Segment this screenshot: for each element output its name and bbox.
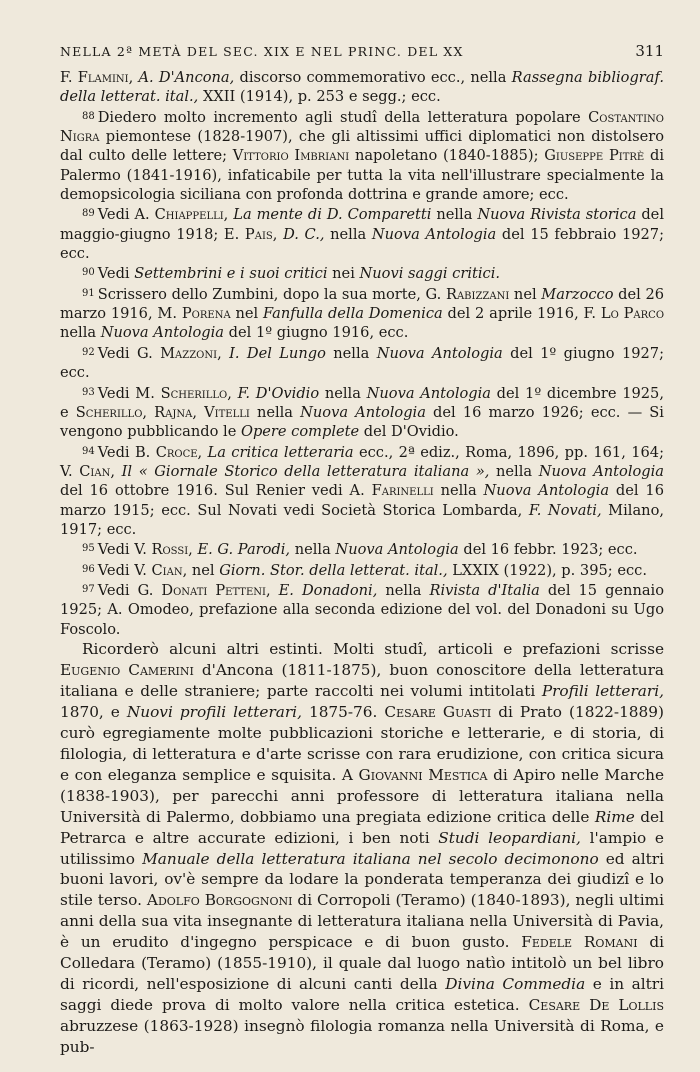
text-run: nella	[60, 324, 101, 342]
running-header	[60, 42, 664, 68]
footnote-n93	[60, 383, 664, 442]
footnote-n91	[60, 284, 664, 343]
text-run: nella	[433, 482, 484, 500]
footnote-cont	[60, 68, 664, 107]
italic-title: Profili letterari,	[541, 681, 664, 700]
text-run: Vedi V.	[97, 561, 152, 579]
text-run: del 16 marzo 1915; ecc. Sul Novati vedi Società Storica Lombarda,	[60, 482, 665, 519]
footnote-number: 96	[82, 563, 95, 575]
footnote-number: 89	[82, 208, 95, 220]
text-run: del 1º dicembre 1925, e	[60, 384, 664, 421]
text-run: del maggio-giugno 1918; E.	[60, 206, 664, 243]
text-run: nella	[319, 384, 367, 402]
paragraph-p1	[60, 639, 664, 1058]
footnote-number: 93	[82, 386, 95, 398]
italic-title: Fanfulla della Domenica	[263, 305, 443, 323]
italic-title: Giorn. Stor. della letterat. ital.,	[219, 561, 448, 579]
italic-title: Studi leopardiani,	[438, 828, 581, 847]
italic-title: Nuovi saggi critici.	[359, 265, 501, 283]
author-name: Cian,	[151, 561, 188, 579]
italic-title: Nuova Antologia	[100, 324, 225, 342]
footnote-n97	[60, 580, 664, 639]
author-name: Scherillo,	[160, 384, 232, 402]
page-number: 311	[635, 42, 664, 60]
main-text	[60, 639, 664, 1058]
text-run: Vedi A.	[97, 206, 155, 224]
italic-title: Il « Giornale Storico della letteratura italiana »,	[121, 462, 490, 480]
footnotes	[60, 68, 664, 639]
footnote-n95	[60, 539, 664, 559]
italic-title: Opere complete	[240, 423, 360, 441]
italic-title: La mente di D. Comparetti	[233, 206, 432, 224]
author-name: Donati Petteni,	[161, 581, 271, 599]
text-run: del 26 marzo 1916, M.	[60, 285, 665, 323]
text-run: di Apiro nelle Marche (1838-1903), per parecchi anni professore di letteratura italiana nella Università di Palermo, dobbiamo una pregiata edizione critica delle	[60, 765, 664, 826]
author-name: Rossi,	[151, 541, 193, 559]
footnote-n96	[60, 560, 664, 580]
italic-title: Manuale della letteratura italiana nel secolo decimonono	[142, 849, 599, 868]
italic-title: La critica letteraria	[207, 443, 354, 461]
author-name: Giuseppe Pitrè	[544, 147, 645, 165]
text-run: di Palermo (1841-1916), infaticabile per tutta la vita nell'illustrare specialmente la demopsicologia siciliana con profonda dottrina e grande amore; ecc.	[60, 147, 664, 204]
italic-title: F. D'Ovidio	[237, 384, 320, 402]
text-run: Vedi M.	[97, 384, 161, 402]
author-name: Scherillo, Rajna, Vitelli	[75, 403, 250, 421]
text-run: di Colledara (Teramo) (1855-1910), il quale dal luogo natìo intitolò un bel libro di ricordi, nell'esposizione di alcuni canti della	[60, 933, 664, 994]
author-name: Costantino Nigra	[60, 108, 664, 146]
footnote-number: 91	[82, 287, 95, 299]
text-run: del D'Ovidio.	[359, 423, 459, 441]
text-run: nella	[249, 403, 301, 421]
text-run: 1875-76.	[301, 702, 385, 721]
text-run: del 2 aprile 1916, F.	[442, 305, 601, 323]
text-run: Diedero molto incremento agli studî della letteratura popolare	[97, 108, 589, 126]
text-run: Vedi V.	[97, 541, 152, 559]
author-name: Lo Parco	[600, 305, 665, 323]
footnote-number: 92	[82, 346, 95, 358]
footnote-n90	[60, 263, 664, 283]
italic-title: Settembrini e i suoi critici	[134, 265, 328, 283]
text-run: nella	[489, 462, 539, 480]
italic-title: Nuova Antologia	[300, 403, 426, 421]
text-run	[222, 345, 229, 362]
text-run: del Petrarca e altre accurate edizioni, i ben noti	[60, 807, 664, 847]
author-name: Eugenio Camerini	[60, 660, 194, 679]
text-run: e in altri saggi diede prova di molto valore nella critica estetica.	[60, 975, 665, 1015]
text-run: di Prato (1822-1889) curò egregiamente molte pubblicazioni storiche e letterarie, e di storia, di filologia, di letteratura e d'arte scrisse con rara erudizione, con critica sicura e con eleganza semplice e squisita. A	[60, 702, 664, 784]
author-name: Pais,	[244, 225, 278, 243]
text-run: nel	[230, 305, 264, 323]
text-run: LXXIX (1922), p. 395; ecc.	[447, 561, 647, 579]
text-run: nella	[290, 541, 336, 559]
running-title: NELLA 2ª METÀ DEL SEC. XIX E NEL PRINC. DEL XX	[60, 44, 464, 59]
text-run: del 16 febbr. 1923; ecc.	[458, 541, 638, 559]
author-name: Fedele Romani	[521, 933, 638, 952]
italic-title: Rivista d'Italia	[429, 581, 540, 599]
footnote-n88	[60, 107, 664, 205]
italic-title: Divina Commedia	[445, 975, 586, 994]
author-name: Mazzoni,	[160, 344, 222, 362]
text-run: del 1º giugno 1927; ecc.	[60, 344, 665, 382]
italic-title: Nuovi profili letterari,	[126, 702, 302, 721]
author-name: Giovanni Mestica	[358, 765, 488, 784]
text-run: nei	[327, 265, 360, 283]
text-run: del 16 ottobre 1916. Sul Renier vedi A.	[60, 482, 372, 500]
italic-title: F. Novati,	[528, 501, 602, 519]
footnote-n94	[60, 442, 664, 540]
footnote-number: 95	[82, 543, 95, 555]
text-run: del 15 gennaio 1925; A. Omodeo, prefazione alla seconda edizione del vol. del Donadoni su Ugo Foscolo.	[60, 581, 664, 638]
text-run: Vedi G.	[97, 581, 162, 599]
italic-title: Marzocco	[541, 285, 614, 303]
author-name: Cesare De Lollis	[528, 996, 664, 1015]
italic-title: Rassegna bibliograf. della letterat. ital.,	[60, 69, 665, 106]
text-run: abruzzese (1863-1928) insegnò filologia romanza nella Università di Roma, e pub-	[60, 1017, 664, 1057]
italic-title: Nuova Rivista storica	[477, 206, 637, 224]
text-run: nella	[431, 206, 478, 224]
text-run: XXII (1914), p. 253 e segg.; ecc.	[198, 88, 441, 106]
author-name: F. Flamini,	[60, 69, 139, 86]
italic-title: Nuova Antologia	[335, 541, 459, 559]
italic-title: D. C.,	[283, 225, 325, 243]
text-run: ed altri buoni lavori, ov'è sempre da lodare la ponderata temperanza dei giudizî e lo stile terso.	[60, 849, 665, 910]
text-run: Milano, 1917; ecc.	[60, 501, 664, 538]
italic-title: Nuova Antologia	[366, 384, 491, 402]
text-run: di Corropoli (Teramo) (1840-1893), negli ultimi anni della sua vita insegnante di letteratura italiana nella Università di Pavia, è un erudito d'ingegno perspicace e di buon gusto.	[60, 891, 664, 952]
text-run: nella	[377, 581, 430, 599]
text-run: Vedi G.	[97, 344, 161, 362]
text-run	[271, 582, 279, 599]
italic-title: A. D'Ancona,	[138, 69, 235, 86]
author-name: Chiappelli,	[154, 206, 229, 224]
text-run: Ricorderò alcuni altri estinti. Molti studî, articoli e prefazioni scrisse	[82, 639, 664, 658]
author-name: Rabizzani	[445, 285, 510, 303]
author-name: Cesare Guasti	[384, 702, 492, 721]
text-run: ecc., 2ª ediz., Roma, 1896, pp. 161, 164; V.	[60, 443, 664, 480]
text-run: Scrissero dello Zumbini, dopo la sua morte, G.	[97, 285, 446, 303]
footnote-number: 90	[82, 267, 95, 279]
italic-title: E. G. Parodi,	[197, 541, 291, 559]
author-name: Vittorio Imbriani	[232, 147, 350, 165]
footnote-number: 94	[82, 445, 95, 457]
italic-title: Rime	[594, 807, 635, 826]
text-run: l'ampio e utilissimo	[60, 828, 664, 868]
italic-title: Nuova Antologia	[483, 482, 610, 500]
text-run: 1870, e	[60, 702, 127, 721]
italic-title: Nuova Antologia	[538, 462, 664, 480]
text-run: d'Ancona (1811-1875), buon conoscitore della letteratura italiana e delle straniere; parte raccolti nei volumi intitolati	[60, 660, 664, 700]
author-name: Porena	[181, 305, 231, 323]
text-run: del 1º giugno 1916, ecc.	[224, 324, 409, 342]
footnote-number: 97	[82, 583, 95, 595]
text-run: nella	[325, 344, 377, 362]
text-run: nel	[187, 561, 220, 579]
author-name: Cian,	[79, 462, 115, 480]
text-run: napoletano (1840-1885);	[349, 147, 545, 165]
text-run: del 15 febbraio 1927; ecc.	[60, 225, 665, 263]
italic-title: Nuova Antologia	[376, 344, 503, 362]
italic-title: E. Donadoni,	[278, 581, 378, 599]
text-run: nella	[324, 225, 372, 243]
italic-title: Nuova Antologia	[371, 225, 497, 243]
footnote-n92	[60, 343, 664, 383]
author-name: Farinelli	[371, 482, 434, 500]
italic-title: I. Del Lungo	[229, 344, 326, 362]
author-name: Adolfo Borgognoni	[146, 891, 293, 910]
text-run: del 16 marzo 1926; ecc. — Si vengono pubblicando le	[60, 403, 664, 441]
text-run: nel	[509, 285, 542, 303]
text-run: piemontese (1828-1907), che gli altissimi uffici diplomatici non distolsero dal culto delle lettere;	[60, 128, 664, 165]
text-run: Vedi	[97, 265, 135, 283]
text-run: Vedi B.	[97, 443, 156, 461]
text-run	[115, 463, 122, 480]
text-run: discorso commemorativo ecc., nella	[234, 69, 512, 86]
footnote-number: 88	[82, 110, 95, 122]
footnote-n89	[60, 204, 664, 263]
author-name: Croce,	[155, 443, 203, 461]
